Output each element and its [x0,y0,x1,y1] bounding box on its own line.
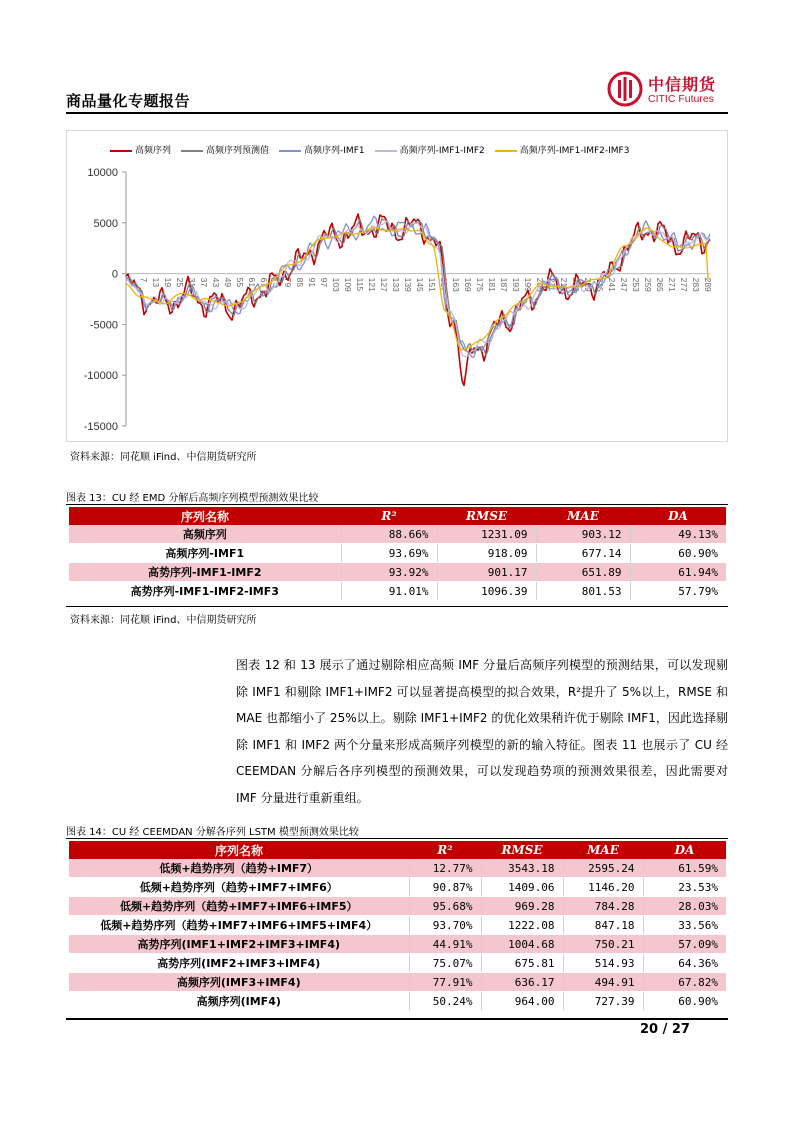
legend-label: 高频序列 [135,146,172,156]
row-name-cell: 低频+趋势序列（趋势+IMF7+IMF6+IMF5+IMF4） [69,916,409,935]
row-value-cell: 801.53 [536,582,630,601]
header-rule [66,112,728,114]
x-tick-label: 133 [391,277,401,292]
row-value-cell: 494.91 [563,973,643,992]
table-row [69,916,726,935]
logo-en-text: CITIC Futures [648,93,714,105]
row-value-cell: 90.87% [409,878,481,897]
x-tick-label: 85 [295,277,305,288]
row-value-cell: 784.28 [563,897,643,916]
x-tick-label: 211 [547,277,557,292]
table14-top-rule [66,838,728,839]
row-value-cell: 964.00 [481,992,563,1011]
row-value-cell: 77.91% [409,973,481,992]
x-tick-label: 91 [307,277,317,288]
x-tick-label: 61 [247,277,257,288]
table13-bottom-rule [66,606,728,607]
row-value-cell: 33.56% [643,916,726,935]
x-tick-label: 247 [619,277,629,292]
x-tick-label: 121 [367,277,377,292]
table13-header-2: RMSE [437,507,536,525]
x-tick-label: 25 [175,277,185,288]
x-tick-label: 235 [595,277,605,292]
y-tick-label: 5000 [93,217,118,230]
row-value-cell: 1222.08 [481,916,563,935]
x-tick-label: 109 [343,277,353,292]
x-tick-label: 169 [463,277,473,292]
row-value-cell: 847.18 [563,916,643,935]
table-row [69,992,726,1011]
row-value-cell: 12.77% [409,859,481,878]
legend-swatch [279,150,301,152]
legend-label: 高频序列-IMF1-IMF2-IMF3 [519,146,630,156]
line-chart [66,158,728,440]
row-name-cell: 高势序列(IMF2+IMF3+IMF4) [69,954,409,973]
y-tick-label: -15000 [83,421,118,433]
table-row [69,973,726,992]
row-value-cell: 28.03% [643,897,726,916]
legend-item [279,143,365,156]
row-name-cell: 低频+趋势序列（趋势+IMF7+IMF6） [69,878,409,897]
y-tick-label: 10000 [87,167,118,179]
row-value-cell: 75.07% [409,954,481,973]
x-tick-label: 241 [607,277,617,292]
table-row [69,897,726,916]
source-note-1: 资料来源：同花顺 iFind、中信期货研究所 [70,452,257,463]
row-value-cell: 49.13% [630,525,726,544]
table14-header-0: 序列名称 [69,841,409,859]
x-tick-label: 277 [679,277,689,292]
row-name-cell: 高势序列-IMF1-IMF2-IMF3 [69,582,341,601]
series-line-0 [126,214,710,385]
row-value-cell: 2595.24 [563,859,643,878]
y-tick-label: 0 [111,268,118,281]
row-value-cell: 91.01% [341,582,437,601]
table-row [69,878,726,897]
x-tick-label: 151 [427,277,437,292]
body-paragraph: 图表 12 和 13 展示了通过剔除相应高频 IMF 分量后高频序列模型的预测结果，可以发现剔除 IMF1 和剔除 IMF1+IMF2 可以显著提高模型的拟合效果，R²提升了 5%以上，RMSE 和 MAE 也都缩小了 25%以上。剔除 IMF1+IMF2 的优化效果稍许优于剔除 IMF1，因此选择剔除 IMF1 和 IMF2 两个分量来形成高频序列模型的新的输入特征。图表 11 也展示了 CU 经 CEEMDAN 分解后各序列模型的预测效果，可以发现趋势项的预测效果很差，因此需要对 IMF 分量进行重新重组。 [236,658,728,805]
table-row [69,954,726,973]
x-tick-label: 13 [151,277,161,288]
table14-header-2: RMSE [481,841,563,859]
row-value-cell: 60.90% [630,544,726,563]
x-tick-label: 19 [163,277,173,288]
legend-label: 高频序列-IMF1 [304,146,365,156]
row-value-cell: 57.79% [630,582,726,601]
row-value-cell: 61.94% [630,563,726,582]
row-value-cell: 3543.18 [481,859,563,878]
table13-header-0: 序列名称 [69,507,341,525]
source-note-2: 资料来源：同花顺 iFind、中信期货研究所 [70,615,257,626]
table-row [69,544,726,563]
row-value-cell: 1231.09 [437,525,536,544]
row-value-cell: 675.81 [481,954,563,973]
row-value-cell: 23.53% [643,878,726,897]
legend-swatch [375,150,397,152]
table-row [69,563,726,582]
x-tick-label: 289 [703,277,713,292]
row-value-cell: 901.17 [437,563,536,582]
row-value-cell: 44.91% [409,935,481,954]
row-value-cell: 57.09% [643,935,726,954]
x-tick-label: 193 [511,277,521,292]
legend-swatch [181,150,203,152]
table-row [69,582,726,601]
x-tick-label: 1 [127,277,137,283]
y-tick-label: -10000 [83,370,118,383]
table13-top-rule [66,504,728,505]
row-name-cell: 高频序列(IMF4) [69,992,409,1011]
row-value-cell: 918.09 [437,544,536,563]
row-value-cell: 64.36% [643,954,726,973]
x-tick-label: 283 [691,277,701,292]
table13 [69,507,726,601]
row-name-cell: 低频+趋势序列（趋势+IMF7+IMF6+IMF5） [69,897,409,916]
table13-header-4: DA [630,507,726,525]
table13-header-1: R² [341,507,437,525]
legend-label: 高频序列预测值 [206,146,270,156]
legend-swatch [495,150,517,152]
row-value-cell: 50.24% [409,992,481,1011]
row-value-cell: 677.14 [536,544,630,563]
row-value-cell: 750.21 [563,935,643,954]
legend-item [181,143,269,156]
x-tick-label: 73 [271,277,281,288]
legend-item [110,143,171,156]
x-tick-label: 97 [319,277,329,288]
page-number: 20 / 27 [640,1022,690,1037]
row-value-cell: 727.39 [563,992,643,1011]
row-value-cell: 651.89 [536,563,630,582]
table-row [69,859,726,878]
row-value-cell: 88.66% [341,525,437,544]
x-tick-label: 181 [487,277,497,292]
x-tick-label: 175 [475,277,485,292]
chart-legend [110,138,710,157]
row-value-cell: 1409.06 [481,878,563,897]
x-tick-label: 115 [355,277,365,292]
table14-header-1: R² [409,841,481,859]
table-row [69,525,726,544]
x-tick-label: 49 [223,277,233,288]
row-value-cell: 61.59% [643,859,726,878]
row-name-cell: 高频序列(IMF3+IMF4) [69,973,409,992]
table-row [69,935,726,954]
row-value-cell: 60.90% [643,992,726,1011]
row-value-cell: 1004.68 [481,935,563,954]
x-tick-label: 31 [187,277,197,288]
x-tick-label: 43 [211,277,221,288]
footer-rule [66,1018,728,1020]
row-value-cell: 95.68% [409,897,481,916]
x-tick-label: 79 [283,277,293,288]
row-value-cell: 1096.39 [437,582,536,601]
y-tick-label: -5000 [89,319,118,332]
row-value-cell: 93.69% [341,544,437,563]
x-tick-label: 163 [451,277,461,292]
legend-swatch [110,150,132,152]
x-tick-label: 265 [655,277,665,292]
x-tick-label: 145 [415,277,425,292]
x-tick-label: 259 [643,277,653,292]
x-tick-label: 217 [559,277,569,292]
row-value-cell: 969.28 [481,897,563,916]
x-tick-label: 37 [199,277,209,288]
row-value-cell: 93.92% [341,563,437,582]
row-name-cell: 高频序列-IMF1 [69,544,341,563]
table13-caption: 图表 13：CU 经 EMD 分解后高频序列模型预测效果比较 [66,493,319,504]
x-tick-label: 229 [583,277,593,292]
x-tick-label: 223 [571,277,581,292]
x-tick-label: 205 [535,277,545,292]
table14-header-3: MAE [563,841,643,859]
citic-logo-icon [606,70,644,108]
table14-caption: 图表 14：CU 经 CEEMDAN 分解各序列 LSTM 模型预测效果比较 [66,827,359,838]
row-name-cell: 高频序列 [69,525,341,544]
x-tick-label: 187 [499,277,509,292]
legend-item [495,143,630,156]
legend-label: 高频序列-IMF1-IMF2 [399,146,485,156]
table14-header-4: DA [643,841,726,859]
row-value-cell: 67.82% [643,973,726,992]
x-tick-label: 55 [235,277,245,288]
x-tick-label: 127 [379,277,389,292]
row-name-cell: 高势序列-IMF1-IMF2 [69,563,341,582]
table14 [69,841,726,1011]
x-tick-label: 271 [667,277,677,292]
x-tick-label: 139 [403,277,413,292]
x-tick-label: 157 [439,277,449,292]
legend-item [375,143,485,156]
row-value-cell: 93.70% [409,916,481,935]
table13-header-3: MAE [536,507,630,525]
x-tick-label: 67 [259,277,269,288]
report-title: 商品量化专题报告 [66,92,191,110]
logo-cn-text: 中信期货 [648,75,717,94]
x-tick-label: 7 [139,277,149,283]
row-value-cell: 903.12 [536,525,630,544]
x-tick-label: 103 [331,277,341,292]
row-value-cell: 1146.20 [563,878,643,897]
x-tick-label: 199 [523,277,533,292]
row-value-cell: 636.17 [481,973,563,992]
row-name-cell: 高势序列(IMF1+IMF2+IMF3+IMF4) [69,935,409,954]
row-value-cell: 514.93 [563,954,643,973]
row-name-cell: 低频+趋势序列（趋势+IMF7） [69,859,409,878]
x-tick-label: 253 [631,277,641,292]
